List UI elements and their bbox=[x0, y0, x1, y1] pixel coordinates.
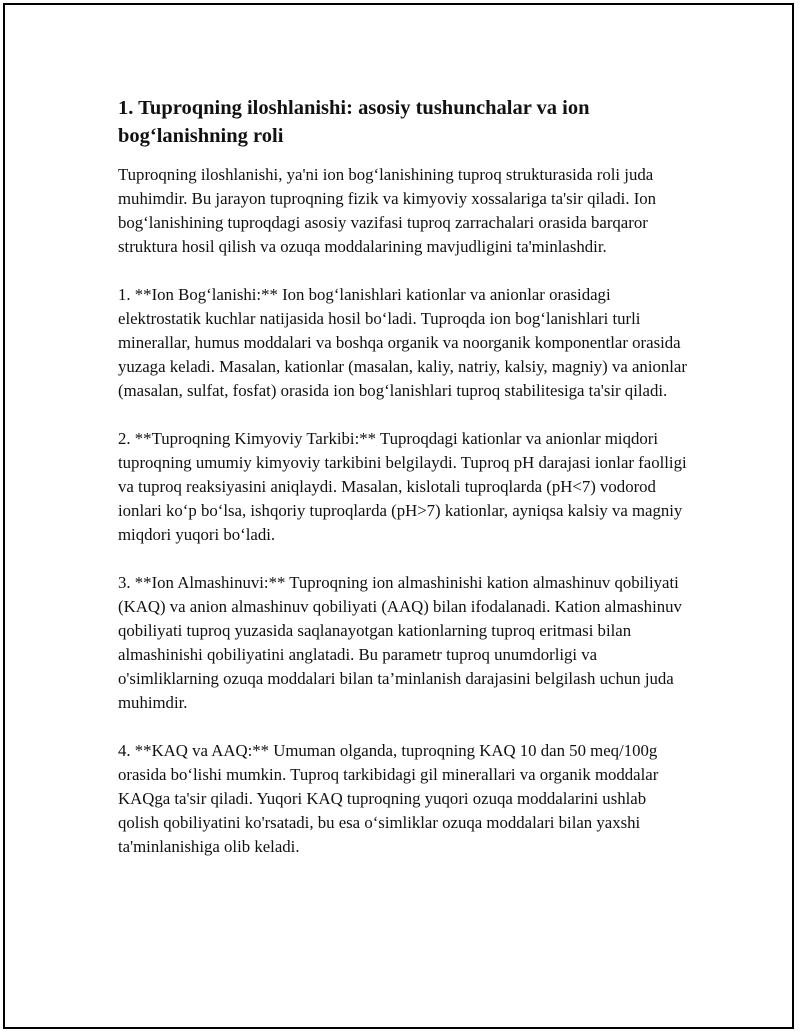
ion-bonding-paragraph: 1. **Ion Bog‘lanishi:** Ion bog‘lanishlari kationlar va anionlar orasidagi elektrostatik kuchlar natijasida hosil bo‘ladi. Tuproqda ion bog‘lanishlari turli minerallar, humus moddalari va boshqa organik va noorganik komponentlar orasida yuzaga keladi. Masalan, kationlar (masalan, kaliy, natriy, kalsiy, magniy) va anionlar (masalan, sulfat, fosfat) orasida ion bog‘lanishlari tuproq stabilitesiga ta'sir qiladi. bbox=[118, 285, 687, 400]
ion-exchange-paragraph: 3. **Ion Almashinuvi:** Tuproqning ion almashinishi kation almashinuv qobiliyati (KAQ) va anion almashinuv qobiliyati (AAQ) bilan ifodalanadi. Kation almashinuv qobiliyati tuproq yuzasida saqlanayotgan kationlarning tuproq eritmasi bilan almashinishi qobiliyatini anglatadi. Bu parametr tuproq unumdorligi va o'simliklarning ozuqa moddalari bilan ta’minlanish darajasini belgilash uchun juda muhimdir. bbox=[118, 573, 682, 712]
section-title: 1. Tuproqning iloshlanishi: asosiy tushunchalar va ion bog‘lanishning roli bbox=[118, 97, 590, 147]
intro-paragraph: Tuproqning iloshlanishi, ya'ni ion bog‘lanishining tuproq strukturasida roli juda muhimdir. Bu jarayon tuproqning fizik va kimyoviy xossalariga ta'sir qiladi. Ion bog‘lanishining tuproqdagi asosiy vazifasi tuproq zarrachalari orasida barqaror struktura hosil qilish va ozuqa moddalarining mavjudligini ta'minlashdir. bbox=[118, 165, 657, 256]
chemical-composition-paragraph: 2. **Tuproqning Kimyoviy Tarkibi:** Tuproqdagi kationlar va anionlar miqdori tuproqning umumiy kimyoviy tarkibini belgilaydi. Tuproq pH darajasi ionlar faolligi va tuproq reaksiyasini aniqlaydi. Masalan, kislotali tuproqlarda (pH<7) vodorod ionlari ko‘p bo‘lsa, ishqoriy tuproqlarda (pH>7) kationlar, ayniqsa kalsiy va magniy miqdori yuqori bo‘ladi. bbox=[118, 429, 687, 544]
document-body bbox=[118, 94, 690, 883]
kaq-aaq-paragraph: 4. **KAQ va AAQ:** Umuman olganda, tuproqning KAQ 10 dan 50 meq/100g orasida bo‘lishi mumkin. Tuproq tarkibidagi gil minerallari va organik moddalar KAQga ta'sir qiladi. Yuqori KAQ tuproqning yuqori ozuqa moddalarini ushlab qolish qobiliyatini ko'rsatadi, bu esa o‘simliklar ozuqa moddalari bilan yaxshi ta'minlanishiga olib keladi. bbox=[118, 741, 659, 856]
